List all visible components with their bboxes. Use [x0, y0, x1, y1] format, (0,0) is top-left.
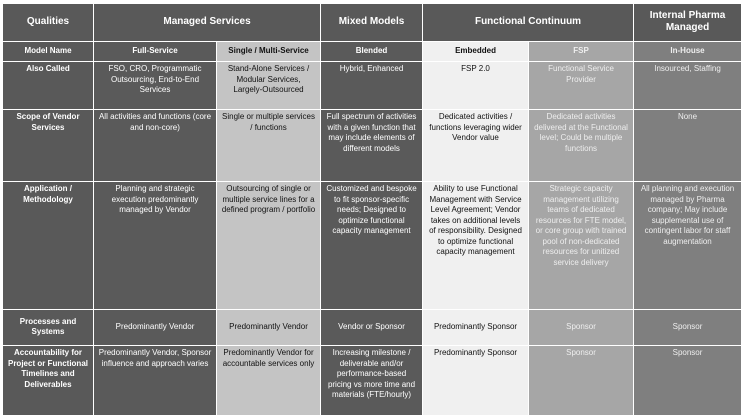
row-label: Accountability for Project or Functional Timelines and Deliverables: [3, 346, 94, 416]
model-name-row: [3, 41, 742, 62]
row-label: Scope of Vendor Services: [3, 110, 94, 182]
internal-pharma-header: Internal Pharma Managed: [634, 4, 742, 42]
row-label: Application / Methodology: [3, 182, 94, 309]
cell-blended: Vendor or Sponsor: [321, 309, 423, 346]
cell-in-house: In-House: [634, 41, 742, 62]
cell-fsp: Functional Service Provider: [529, 62, 634, 110]
cell-embedded: Predominantly Sponsor: [423, 346, 529, 416]
cell-full-service: FSO, CRO, Programmatic Outsourcing, End-to-End Services: [94, 62, 217, 110]
cell-embedded: FSP 2.0: [423, 62, 529, 110]
cell-single-multi: Predominantly Vendor: [217, 309, 321, 346]
cell-fsp: FSP: [529, 41, 634, 62]
cell-in-house: All planning and execution managed by Pharma company; May include supplemental use of contingent labor for staff augmentation: [634, 182, 742, 309]
cell-blended: Customized and bespoke to fit sponsor-specific needs; Designed to optimize functional capacity management: [321, 182, 423, 309]
cell-blended: Blended: [321, 41, 423, 62]
application-row: [3, 182, 742, 309]
cell-blended: Full spectrum of activities with a given function that may include elements of different models: [321, 110, 423, 182]
accountability-row: [3, 346, 742, 416]
cell-full-service: Predominantly Vendor, Sponsor influence and approach varies: [94, 346, 217, 416]
cell-fsp: Sponsor: [529, 309, 634, 346]
cell-fsp: Strategic capacity management utilizing teams of dedicated resources for FTE model, or core group with trained pool of non-dedicated resources for unitized service delivery: [529, 182, 634, 309]
outsourcing-models-table: [2, 3, 742, 416]
scope-row: [3, 110, 742, 182]
also-called-row: [3, 62, 742, 110]
cell-full-service: Full-Service: [94, 41, 217, 62]
cell-single-multi: Stand-Alone Services / Modular Services, Largely-Outsourced: [217, 62, 321, 110]
cell-in-house: Insourced, Staffing: [634, 62, 742, 110]
cell-fsp: Sponsor: [529, 346, 634, 416]
cell-single-multi: Predominantly Vendor for accountable services only: [217, 346, 321, 416]
cell-fsp: Dedicated activities delivered at the Functional level; Could be multiple functions: [529, 110, 634, 182]
mixed-models-header: Mixed Models: [321, 4, 423, 42]
cell-embedded: Dedicated activities / functions leveraging wider Vendor value: [423, 110, 529, 182]
cell-embedded: Ability to use Functional Management with Service Level Agreement; Vendor takes on additional levels of responsibility. Designed to optimize functional capacity management: [423, 182, 529, 309]
cell-blended: Increasing milestone / deliverable and/or performance-based pricing vs more time and materials (FTE/hourly): [321, 346, 423, 416]
cell-full-service: Planning and strategic execution predominantly managed by Vendor: [94, 182, 217, 309]
qualities-header: Qualities: [3, 4, 94, 42]
cell-blended: Hybrid, Enhanced: [321, 62, 423, 110]
functional-continuum-header: Functional Continuum: [423, 4, 634, 42]
cell-single-multi: Single / Multi-Service: [217, 41, 321, 62]
cell-embedded: Embedded: [423, 41, 529, 62]
row-label: Also Called: [3, 62, 94, 110]
cell-in-house: Sponsor: [634, 346, 742, 416]
cell-single-multi: Single or multiple services / functions: [217, 110, 321, 182]
cell-in-house: None: [634, 110, 742, 182]
cell-full-service: All activities and functions (core and non-core): [94, 110, 217, 182]
processes-row: [3, 309, 742, 346]
cell-full-service: Predominantly Vendor: [94, 309, 217, 346]
row-label: Processes and Systems: [3, 309, 94, 346]
managed-services-header: Managed Services: [94, 4, 321, 42]
cell-single-multi: Outsourcing of single or multiple service lines for a defined program / portfolio: [217, 182, 321, 309]
cell-embedded: Predominantly Sponsor: [423, 309, 529, 346]
row-label: Model Name: [3, 41, 94, 62]
cell-in-house: Sponsor: [634, 309, 742, 346]
group-header-row: [3, 4, 742, 42]
